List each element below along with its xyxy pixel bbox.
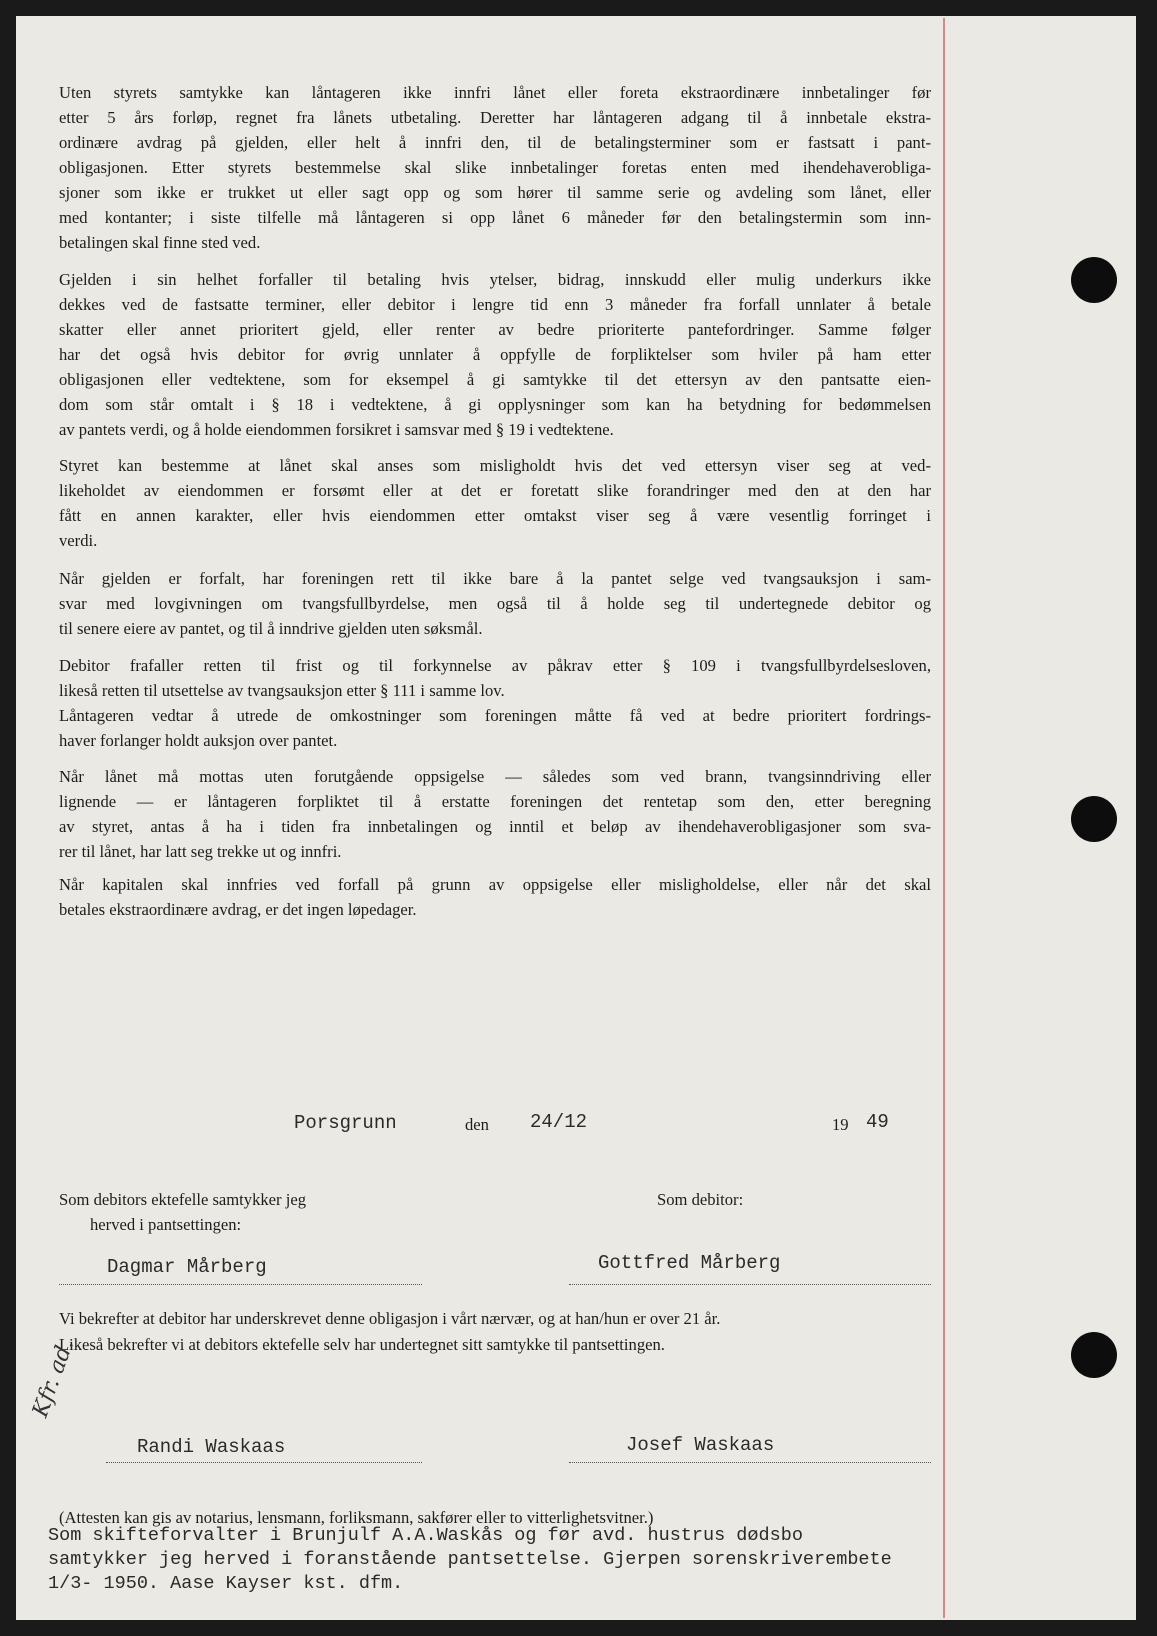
text-line: Når gjelden er forfalt, har foreningen rett til ikke bare å la pantet selge ved tvangsauksjon i sam- (59, 569, 931, 588)
text-line: Gjelden i sin helhet forfaller til betaling hvis ytelser, bidrag, innskudd eller mulig underkurs ikke (59, 270, 931, 289)
text-line: med kontanter; i siste tilfelle må låntageren si opp lånet 6 måneder før den betalingstermin som inn- (59, 208, 931, 227)
text-line: rer til lånet, har latt seg trekke ut og innfri. (59, 842, 342, 861)
text-line: til senere eiere av pantet, og til å inndrive gjelden uten søksmål. (59, 619, 483, 638)
text-line: obligasjonen. Etter styrets bestemmelse skal slike innbetalinger foretas enten med ihendehaverobliga- (59, 158, 931, 177)
spouse-signature: Dagmar Mårberg (107, 1256, 267, 1278)
text-line: etter 5 års forløp, regnet fra lånets utbetaling. Deretter har låntageren adgang til å innbetale ekstra- (59, 108, 931, 127)
text-line: svar med lovgivningen om tvangsfullbyrdelse, men også til å holde seg til undertegnede debitor og (59, 594, 931, 613)
paragraph-enforcement (59, 566, 931, 641)
text-line: har det også hvis debitor for øvrig unnlater å oppfylle de forpliktelser som hviler på ham etter (59, 345, 931, 364)
text-line: Debitor frafaller retten til frist og til forkynnelse av påkrav etter § 109 i tvangsfullbyrdelsesloven, (59, 656, 931, 675)
margin-rule (943, 18, 945, 1618)
spouse-consent-line2: herved i pantsettingen: (90, 1215, 242, 1234)
text-line: verdi. (59, 531, 98, 550)
addendum-line1: Som skifteforvalter i Brunjulf A.A.Waskås og før avd. hustrus dødsbo (48, 1525, 803, 1546)
text-line: Låntageren vedtar å utrede de omkostninger som foreningen måtte få ved at bedre prioritert fordrings- (59, 706, 931, 725)
text-line: betalingen skal finne sted ved. (59, 233, 261, 252)
punch-hole (1071, 257, 1117, 303)
paragraph-default-conditions (59, 267, 931, 442)
text-line: lignende — er låntageren forpliktet til å erstatte foreningen det rentetap som den, etter beregning (59, 792, 931, 811)
signature-line (569, 1284, 931, 1285)
witness2-signature: Josef Waskaas (626, 1434, 775, 1456)
signature-line (569, 1462, 931, 1463)
text-line: ordinære avdrag på gjelden, eller helt å innfri den, til de betalingsterminer som er fastsatt i pant- (59, 133, 931, 152)
date-year-suffix: 49 (866, 1111, 889, 1133)
paragraph-no-grace-days (59, 872, 931, 922)
date-place: Porsgrunn (294, 1112, 397, 1134)
paragraph-early-repayment (59, 80, 931, 255)
text-line: haver forlanger holdt auksjon over pantet. (59, 731, 338, 750)
text-line: obligasjonen eller vedtektene, som for eksempel å gi samtykke til det ettersyn av den pantsatte eien- (59, 370, 931, 389)
debtor-label: Som debitor: (657, 1190, 744, 1209)
text-line: av pantets verdi, og å holde eiendommen forsikret i samsvar med § 19 i vedtektene. (59, 420, 614, 439)
spouse-consent-line1: Som debitors ektefelle samtykker jeg (59, 1190, 306, 1209)
text-line: likeså retten til utsettelse av tvangsauksjon etter § 111 i samme lov. (59, 681, 505, 700)
text-line: Styret kan bestemme at lånet skal anses som misligholdt hvis det ved ettersyn viser seg at ved- (59, 456, 931, 475)
text-line: sjoner som ikke er trukket ut eller sagt opp og som hører til samme serie og avdeling som lånet, eller (59, 183, 931, 202)
signature-line (106, 1462, 422, 1463)
text-line: Når kapitalen skal innfries ved forfall på grunn av oppsigelse eller misligholdelse, eller når det skal (59, 875, 931, 894)
paragraph-maintenance (59, 453, 931, 553)
text-line: av styret, antas å ha i tiden fra innbetalingen og inntil et beløp av ihendehaverobligasjoner som sva- (59, 817, 931, 836)
paragraph-waiver (59, 653, 931, 753)
text-line: dekkes ved de fastsatte terminer, eller debitor i lengre tid enn 3 måneder fra forfall unnlater å betale (59, 295, 931, 314)
witness1-signature: Randi Waskaas (137, 1436, 286, 1458)
signature-line (59, 1284, 422, 1285)
date-value: 24/12 (530, 1111, 588, 1133)
text-line: Uten styrets samtykke kan låntageren ikke innfri lånet eller foreta ekstraordinære innbetalinger før (59, 83, 931, 102)
debtor-signature: Gottfred Mårberg (598, 1252, 781, 1274)
text-line: fått en annen karakter, eller hvis eiendommen etter omtakst viser seg å være vesentlig forringet i (59, 506, 931, 525)
witness-statement-line2: Likeså bekrefter vi at debitors ektefelle selv har undertegnet sitt samtykke til pantsettingen. (59, 1335, 665, 1354)
text-line: likeholdet av eiendommen er forsømt eller at det er foretatt slike forandringer med den at den har (59, 481, 931, 500)
date-den-label: den (465, 1115, 489, 1134)
text-line: dom som står omtalt i § 18 i vedtektene, å gi opplysninger som kan ha betydning for bedømmelsen (59, 395, 931, 414)
addendum-line3: 1/3- 1950. Aase Kayser kst. dfm. (48, 1573, 404, 1594)
text-line: betales ekstraordinære avdrag, er det ingen løpedager. (59, 900, 417, 919)
text-line: Når lånet må mottas uten forutgående oppsigelse — således som ved brann, tvangsinndriving eller (59, 767, 931, 786)
witness-statement-line1: Vi bekrefter at debitor har underskrevet denne obligasjon i vårt nærvær, og at han/hun er over 21 år. (59, 1309, 721, 1328)
text-line: skatter eller annet prioritert gjeld, eller renter av bedre prioriterte pantefordringer. Samme følger (59, 320, 931, 339)
punch-hole (1071, 1332, 1117, 1378)
date-year-prefix: 19 (832, 1115, 849, 1134)
marginal-initials: Kfr. ad. (28, 1336, 80, 1421)
punch-hole (1071, 796, 1117, 842)
addendum-line2: samtykker jeg herved i foranstående pantsettelse. Gjerpen sorenskriverembete (48, 1549, 892, 1570)
paragraph-interest-loss (59, 764, 931, 864)
attest-note: (Attesten kan gis av notarius, lensmann, forliksmann, sakfører eller to vitterlighetsvitner.) (59, 1508, 654, 1527)
